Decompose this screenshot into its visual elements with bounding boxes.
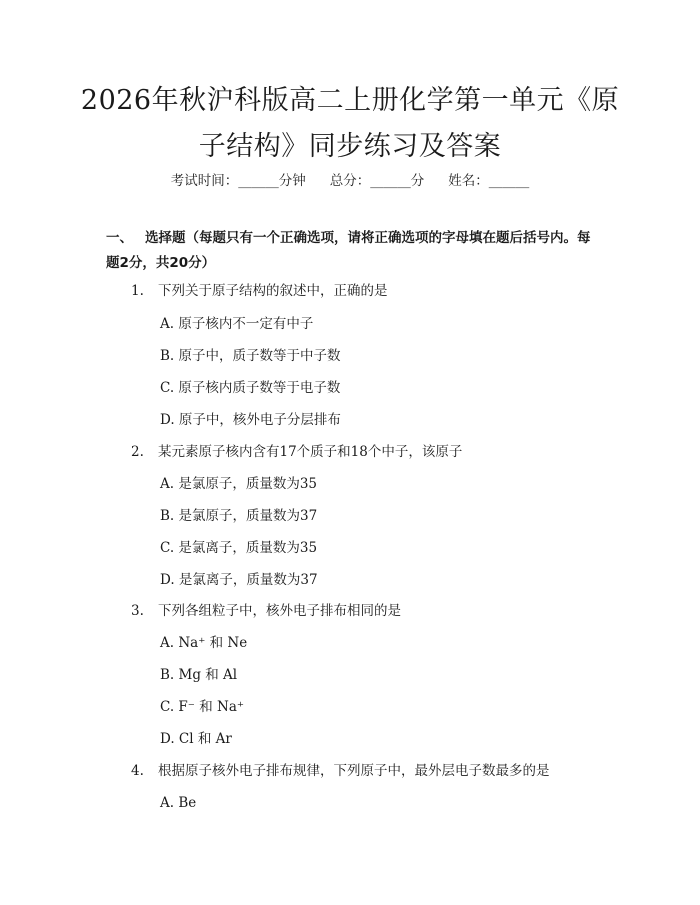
option-4a: A. Be (160, 795, 197, 811)
question-2 (131, 442, 462, 462)
option-2d: D. 是氯离子，质量数为37 (160, 572, 318, 588)
student-name-field: 姓名：______ (448, 173, 530, 189)
option-2b: B. 是氯原子，质量数为37 (160, 508, 318, 524)
exam-score-field: 总分：______分 (329, 173, 425, 189)
question-number: 2. (131, 444, 144, 460)
question-1 (131, 281, 388, 301)
option-3b: B. Mg 和 Al (160, 667, 238, 683)
section-number: 一、 (106, 230, 133, 246)
question-3 (131, 601, 401, 621)
question-text: 下列各组粒子中，核外电子排布相同的是 (158, 603, 401, 619)
question-number: 4. (131, 763, 144, 779)
exam-time-field: 考试时间：______分钟 (170, 173, 306, 189)
question-text: 根据原子核外电子排布规律，下列原子中，最外层电子数最多的是 (158, 763, 550, 779)
option-1d: D. 原子中，核外电子分层排布 (160, 412, 341, 428)
option-2c: C. 是氯离子，质量数为35 (160, 540, 318, 556)
option-3a: A. Na⁺ 和 Ne (160, 635, 248, 651)
option-1a: A. 原子核内不一定有中子 (160, 316, 314, 332)
question-text: 下列关于原子结构的叙述中，正确的是 (158, 283, 388, 299)
question-number: 3. (131, 603, 144, 619)
section-instructions: 选择题（每题只有一个正确选项，请将正确选项的字母填在题后括号内。每题2分，共20分） (106, 230, 591, 271)
exam-info-line (0, 169, 700, 189)
section-heading (106, 226, 596, 276)
option-3d: D. Cl 和 Ar (160, 731, 232, 747)
option-1c: C. 原子核内质子数等于电子数 (160, 380, 341, 396)
option-1b: B. 原子中，质子数等于中子数 (160, 348, 341, 364)
question-number: 1. (131, 283, 144, 299)
document-title: 2026年秋沪科版高二上册化学第一单元《原子结构》同步练习及答案 (80, 85, 620, 162)
question-4 (131, 761, 550, 781)
option-3c: C. F⁻ 和 Na⁺ (160, 699, 244, 715)
question-text: 某元素原子核内含有17个质子和18个中子，该原子 (158, 444, 463, 460)
option-2a: A. 是氯原子，质量数为35 (160, 476, 318, 492)
